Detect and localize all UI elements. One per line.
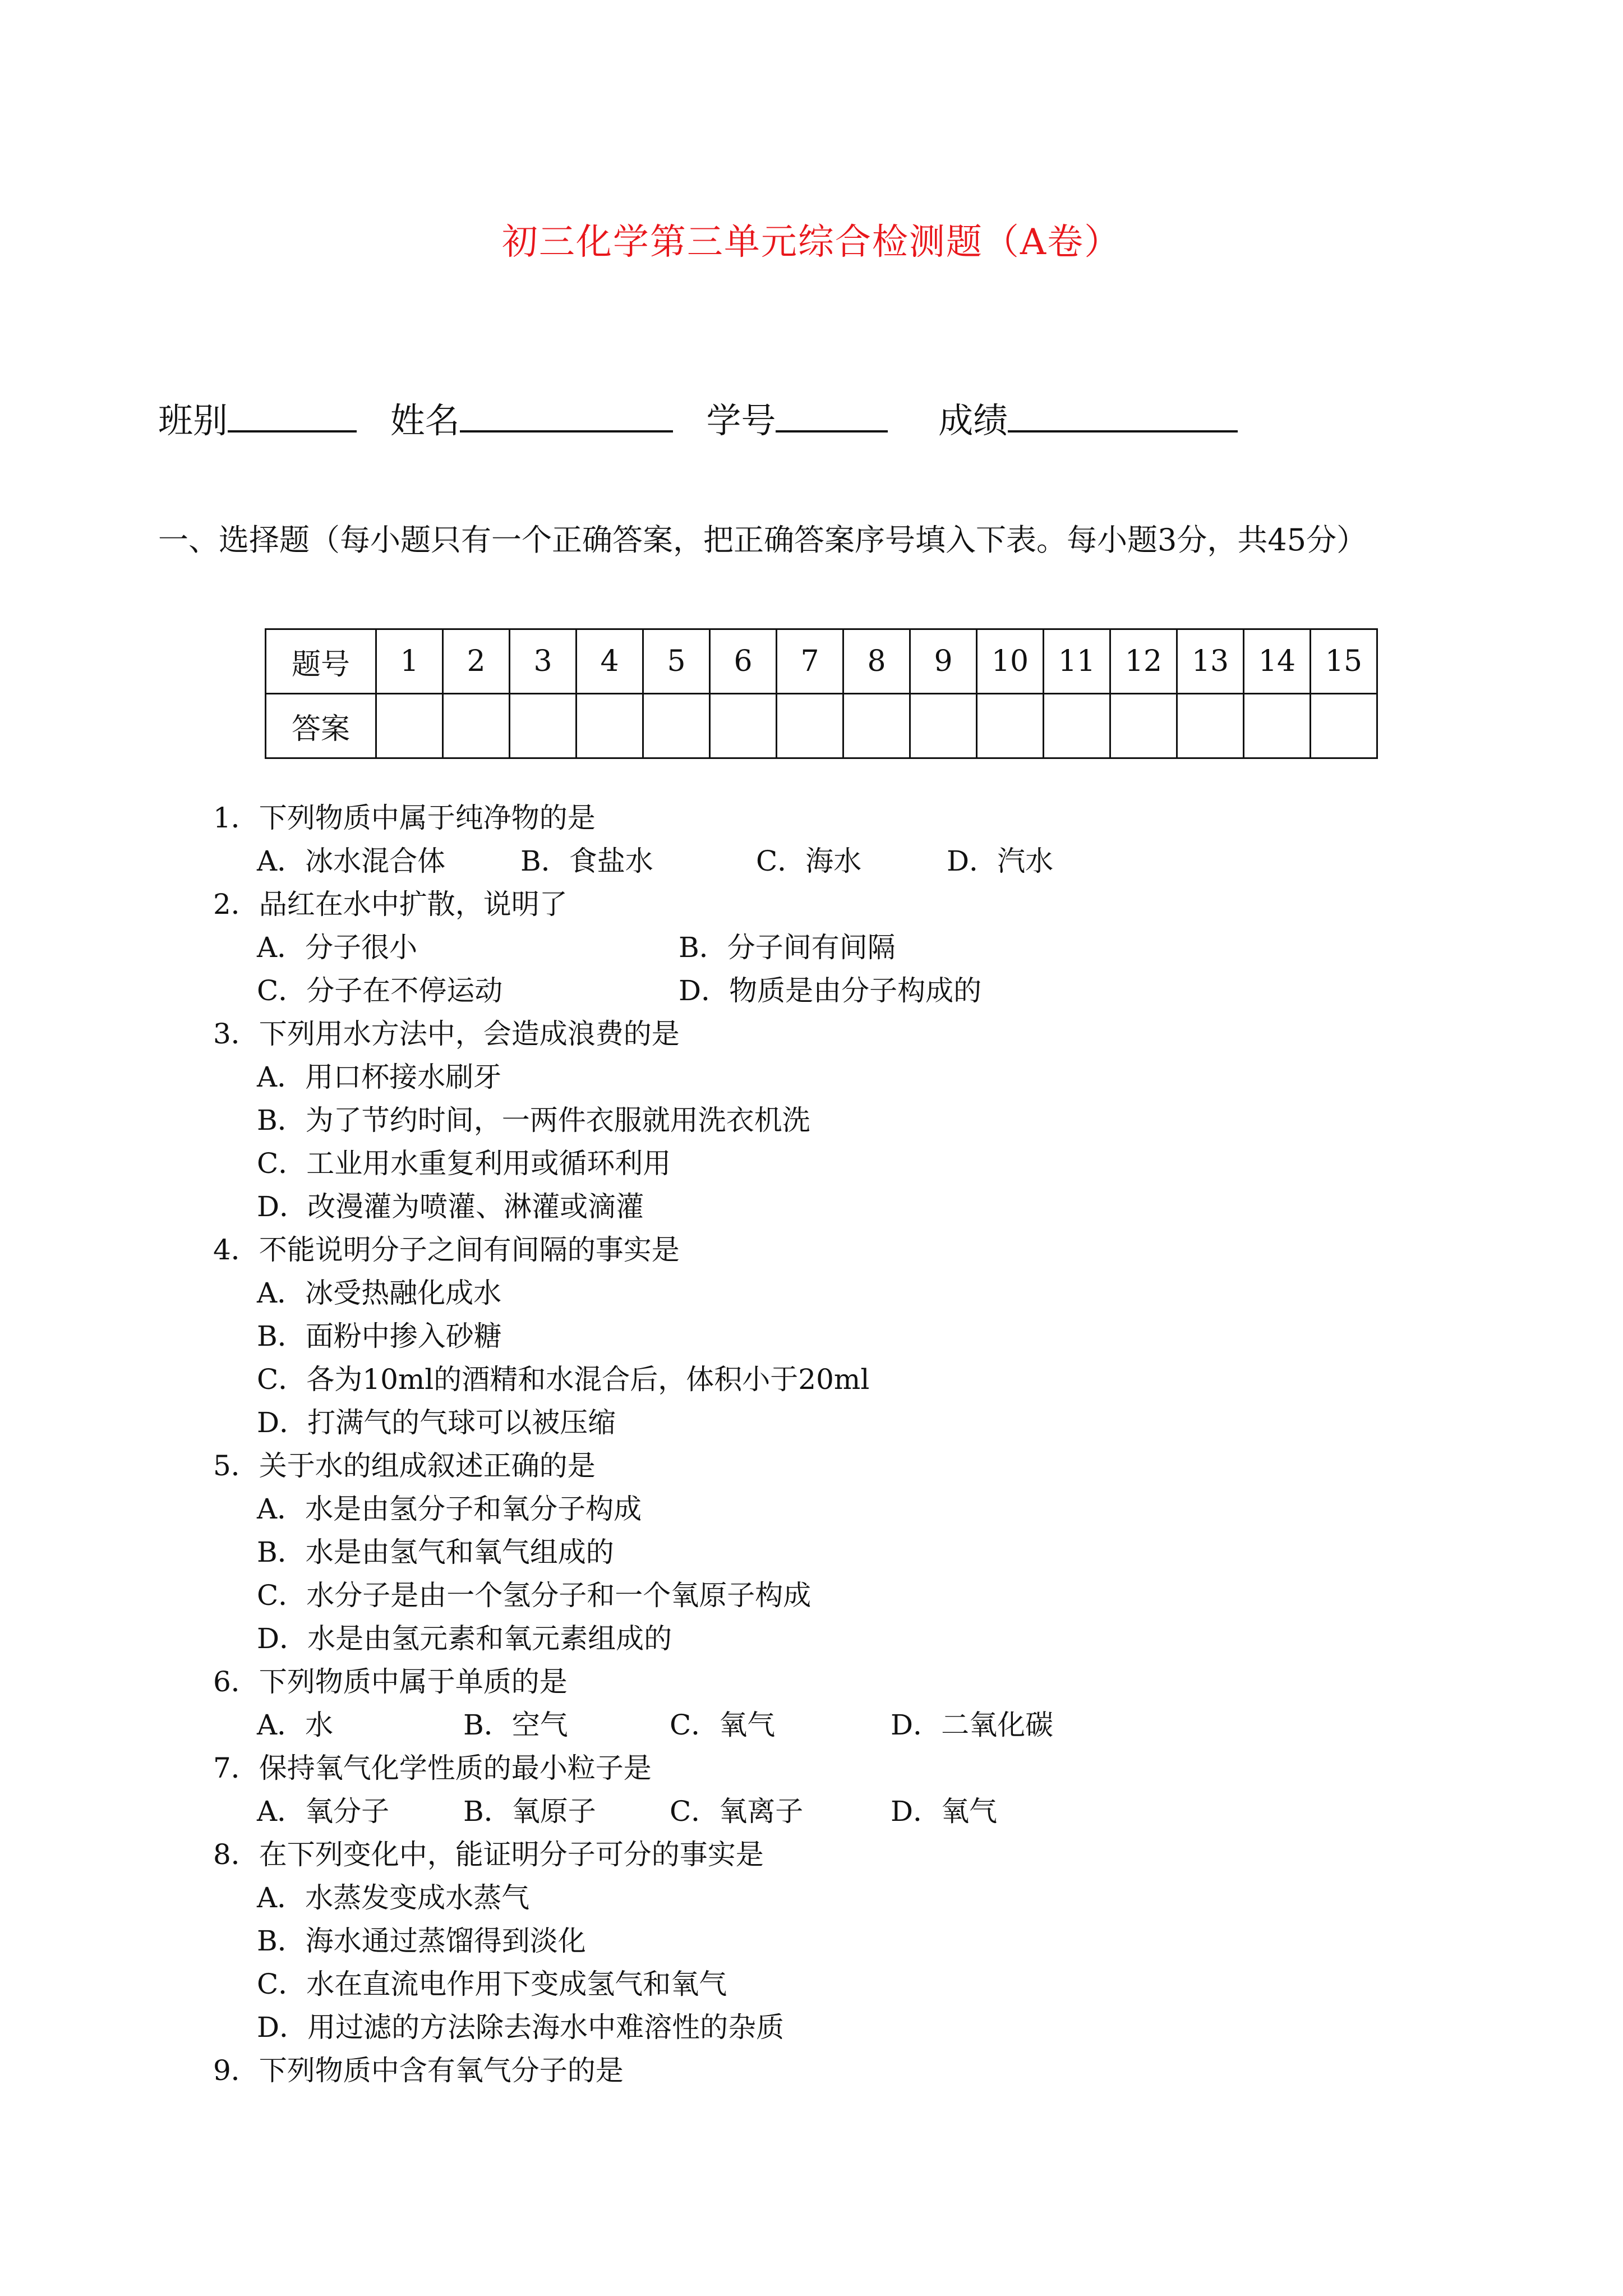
option-c: C．分子在不停运动 [257, 974, 503, 1007]
option-a: A．冰水混合体 [257, 845, 446, 877]
question-number-cell: 8 [843, 629, 910, 694]
option-a: A．水 [257, 1709, 334, 1741]
option-a: A．用口杯接水刷牙 [257, 1061, 502, 1093]
answer-cell[interactable] [1177, 694, 1244, 758]
option-a: A．水蒸发变成水蒸气 [257, 1881, 530, 1914]
answer-cell[interactable] [1311, 694, 1377, 758]
option-d: D．水是由氢元素和氧元素组成的 [257, 1622, 672, 1655]
question-number-cell: 14 [1244, 629, 1311, 694]
option-b: B．面粉中掺入砂糖 [257, 1320, 502, 1352]
score-label: 成绩 [938, 400, 1008, 441]
student-info-line [158, 393, 1260, 443]
option-d: D．打满气的气球可以被压缩 [257, 1406, 616, 1439]
question-stem: 5．关于水的组成叙述正确的是 [213, 1450, 596, 1482]
answer-cell[interactable] [843, 694, 910, 758]
question-number-cell: 4 [577, 629, 643, 694]
option-d: D．用过滤的方法除去海水中难溶性的杂质 [257, 2011, 785, 2044]
option-d: D．氧气 [891, 1795, 998, 1828]
question-stem: 1．下列物质中属于纯净物的是 [213, 802, 596, 834]
option-row [213, 1704, 1503, 1747]
option-b: B．空气 [463, 1709, 568, 1741]
name-blank[interactable] [460, 398, 673, 432]
option-a: A．水是由氢分子和氧分子构成 [257, 1493, 642, 1525]
question-number-header: 题号 [266, 629, 376, 694]
question-number-cell: 15 [1311, 629, 1377, 694]
option-row [213, 926, 1503, 969]
question-number-cell: 1 [376, 629, 443, 694]
option-c: C．氧气 [670, 1709, 776, 1741]
answer-cell[interactable] [777, 694, 843, 758]
answer-cell[interactable] [443, 694, 510, 758]
question-number-cell: 6 [710, 629, 777, 694]
answer-cell[interactable] [1110, 694, 1177, 758]
option-c: C．各为10ml的酒精和水混合后，体积小于20ml [257, 1363, 870, 1396]
question-stem: 6．下列物质中属于单质的是 [213, 1665, 568, 1698]
question-stem: 9．下列物质中含有氧气分子的是 [213, 2054, 624, 2087]
section-heading: 一、选择题（每小题只有一个正确答案，把正确答案序号填入下表。每小题3分，共45分） [158, 522, 1367, 558]
answer-cell[interactable] [1244, 694, 1311, 758]
class-blank[interactable] [228, 398, 357, 432]
option-c: C．水在直流电作用下变成氢气和氧气 [257, 1968, 727, 2000]
option-b: B．氧原子 [463, 1795, 596, 1828]
option-c: C．海水 [756, 845, 862, 877]
option-d: D．物质是由分子构成的 [679, 974, 982, 1007]
question-number-cell: 7 [777, 629, 843, 694]
question-number-cell: 9 [910, 629, 977, 694]
number-label: 学号 [706, 400, 776, 441]
option-c: C．氧离子 [670, 1795, 804, 1828]
question-number-cell: 5 [643, 629, 710, 694]
answer-table [265, 628, 1378, 759]
number-blank[interactable] [776, 398, 888, 432]
option-c: C．水分子是由一个氢分子和一个氧原子构成 [257, 1579, 811, 1612]
question-stem: 3．下列用水方法中，会造成浪费的是 [213, 1018, 680, 1050]
option-d: D．汽水 [947, 845, 1054, 877]
name-label: 姓名 [390, 400, 460, 441]
answer-cell[interactable] [910, 694, 977, 758]
question-list [213, 797, 1503, 2092]
answer-cell[interactable] [510, 694, 577, 758]
question-number-cell: 11 [1044, 629, 1110, 694]
option-a: A．氧分子 [257, 1795, 390, 1828]
option-row [213, 969, 1503, 1013]
class-label: 班别 [158, 400, 228, 441]
option-d: D．改漫灌为喷灌、淋灌或滴灌 [257, 1190, 644, 1223]
answer-cell[interactable] [376, 694, 443, 758]
answer-cell[interactable] [1044, 694, 1110, 758]
option-b: B．水是由氢气和氧气组成的 [257, 1536, 614, 1568]
option-b: B．为了节约时间，一两件衣服就用洗衣机洗 [257, 1104, 810, 1137]
option-row [213, 840, 1503, 883]
question-number-cell: 3 [510, 629, 577, 694]
answer-cell[interactable] [710, 694, 777, 758]
question-number-cell: 10 [977, 629, 1044, 694]
answer-table-number-row [266, 629, 1377, 694]
option-row [213, 1790, 1503, 1833]
answer-cell[interactable] [577, 694, 643, 758]
option-d: D．二氧化碳 [891, 1709, 1054, 1741]
question-stem: 8．在下列变化中，能证明分子可分的事实是 [213, 1838, 764, 1871]
page-title: 初三化学第三单元综合检测题（A卷） [501, 222, 1122, 263]
question-stem: 7．保持氧气化学性质的最小粒子是 [213, 1752, 652, 1784]
option-b: B．分子间有间隔 [679, 931, 896, 964]
option-a: A．冰受热融化成水 [257, 1277, 502, 1309]
answer-table-answer-row [266, 694, 1377, 758]
option-a: A．分子很小 [257, 931, 418, 964]
answer-header: 答案 [266, 694, 376, 758]
question-stem: 4．不能说明分子之间有间隔的事实是 [213, 1234, 680, 1266]
question-number-cell: 12 [1110, 629, 1177, 694]
question-number-cell: 13 [1177, 629, 1244, 694]
score-blank[interactable] [1008, 398, 1238, 432]
question-number-cell: 2 [443, 629, 510, 694]
option-b: B．海水通过蒸馏得到淡化 [257, 1925, 586, 1957]
answer-cell[interactable] [643, 694, 710, 758]
question-stem: 2．品红在水中扩散，说明了 [213, 888, 568, 921]
option-b: B．食盐水 [520, 845, 653, 877]
answer-cell[interactable] [977, 694, 1044, 758]
option-c: C．工业用水重复利用或循环利用 [257, 1147, 671, 1180]
